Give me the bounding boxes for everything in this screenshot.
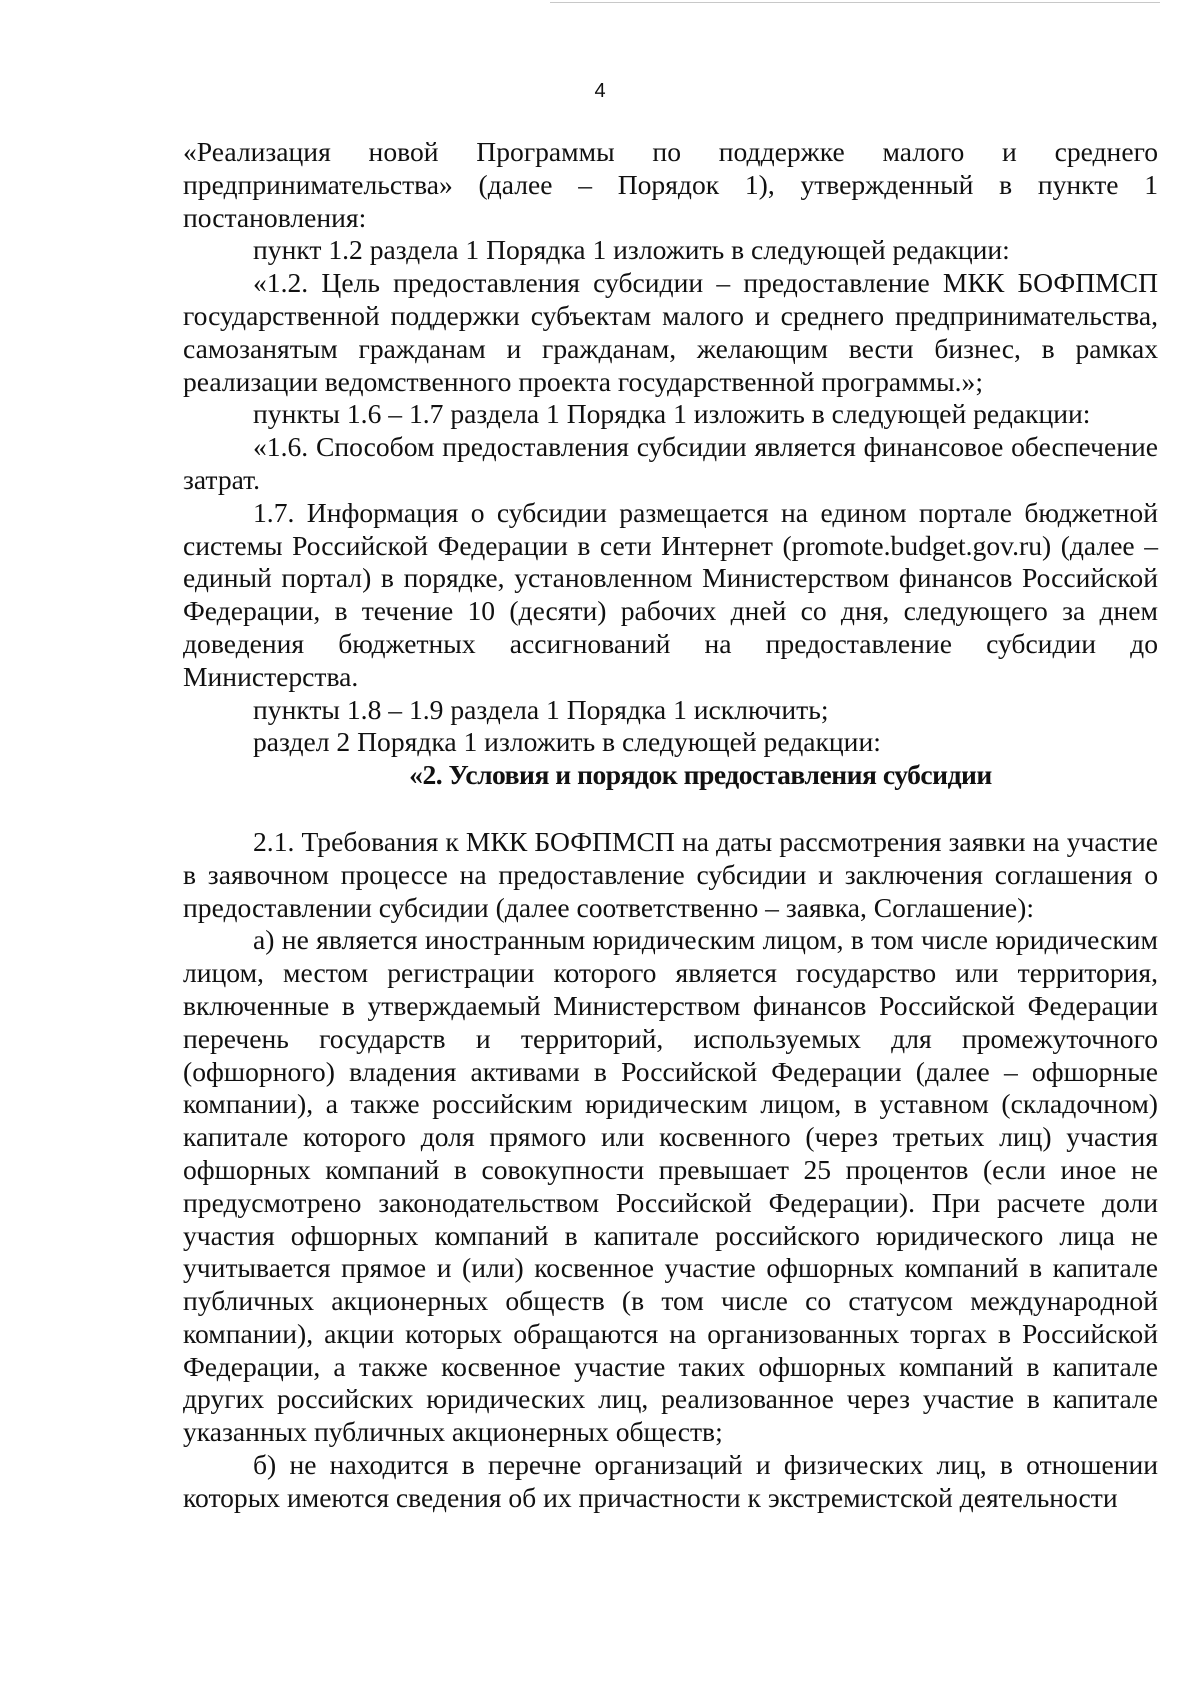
paragraph: раздел 2 Порядка 1 изложить в следующей редакции:: [253, 726, 881, 758]
document-body: [183, 136, 1158, 1515]
section-heading: «2. Условия и порядок предоставления субсидии: [409, 759, 992, 791]
paragraph: б) не находится в перечне организаций и физических лиц, в отношении которых имеются сведения об их причастности к экстремистской деятельности: [183, 1449, 1158, 1513]
paragraph: 1.7. Информация о субсидии размещается на едином портале бюджетной системы Российской Федерации в сети Интернет (promote.budget.gov.ru) (далее – единый портал) в порядке, установленном Министерством финансов Российской Федерации, в течение 10 (десяти) рабочих дней со дня, следующего за днем доведения бюджетных ассигнований на предоставление субсидии до Министерства.: [183, 496, 1158, 692]
paragraph: пункты 1.8 – 1.9 раздела 1 Порядка 1 исключить;: [253, 693, 829, 725]
paragraphs-after-heading: [183, 826, 1158, 1515]
paragraph: «1.6. Способом предоставления субсидии является финансовое обеспечение затрат.: [183, 431, 1158, 495]
top-rule: [550, 2, 1160, 3]
paragraph: пункты 1.6 – 1.7 раздела 1 Порядка 1 изложить в следующей редакции:: [253, 398, 1091, 430]
paragraph: 2.1. Требования к МКК БОФПМСП на даты рассмотрения заявки на участие в заявочном процессе на предоставление субсидии и заключения соглашения о предоставлении субсидии (далее соответственно – заявка, Соглашение):: [183, 825, 1158, 923]
paragraph: пункт 1.2 раздела 1 Порядка 1 изложить в следующей редакции:: [253, 234, 1010, 266]
page-number: 4: [594, 80, 606, 102]
paragraph: «1.2. Цель предоставления субсидии – предоставление МКК БОФПМСП государственной поддержки субъектам малого и среднего предпринимательства, самозанятым гражданам и гражданам, желающим вести бизнес, в рамках реализации ведомственного проекта государственной программы.»;: [183, 267, 1158, 397]
paragraphs-before-heading: [183, 136, 1158, 759]
paragraph: а) не является иностранным юридическим лицом, в том числе юридическим лицом, местом регистрации которого является государство или территория, включенные в утверждаемый Министерством финансов Российской Федерации перечень государств и территорий, используемых для промежуточного (офшорного) владения активами в Российской Федерации (далее – офшорные компании), а также российским юридическим лицом, в уставном (складочном) капитале которого доля прямого или косвенного (через третьих лиц) участия офшорных компаний в совокупности превышает 25 процентов (если иное не предусмотрено законодательством Российской Федерации). При расчете доли участия офшорных компаний в капитале российского юридического лица не учитывается прямое и (или) косвенное участие офшорных компаний в капитале публичных акционерных обществ (в том числе со статусом международной компании), акции которых обращаются на организованных торгах в Российской Федерации, а также косвенное участие таких офшорных компаний в капитале других российских юридических лиц, реализованное через участие в капитале указанных публичных акционерных обществ;: [183, 924, 1158, 1448]
paragraph: «Реализация новой Программы по поддержке малого и среднего предпринимательства» (далее – Порядок 1), утвержденный в пункте 1 постановления:: [183, 136, 1158, 233]
